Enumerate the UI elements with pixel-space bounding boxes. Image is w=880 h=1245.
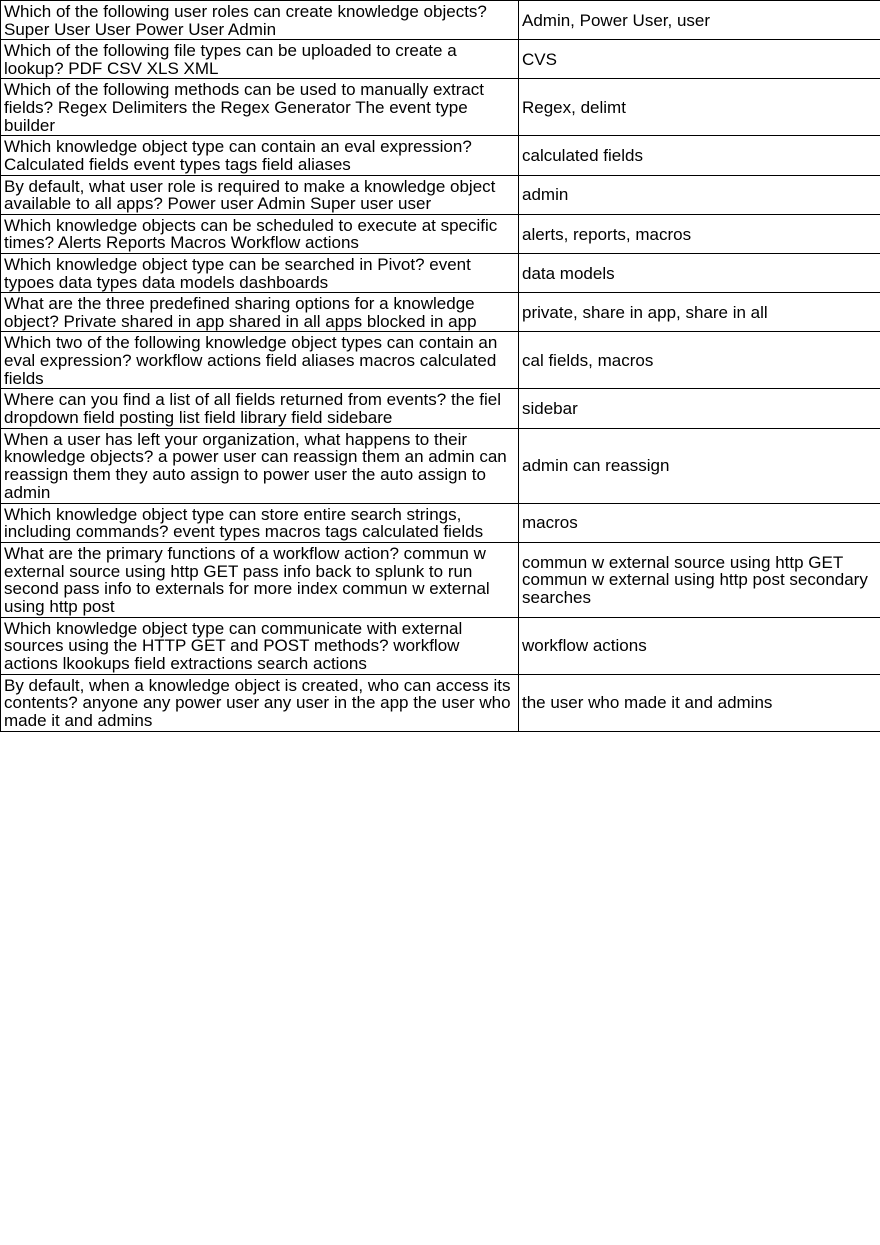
question-cell: Which knowledge object type can contain an eval expression? Calculated fields event types tags field aliases: [1, 136, 519, 175]
answer-cell: sidebar: [519, 389, 880, 428]
question-cell: Which knowledge object type can communicate with external sources using the HTTP GET and POST methods? workflow actions lkookups field extractions search actions: [1, 617, 519, 674]
table-row: [1, 253, 880, 292]
answer-cell: macros: [519, 503, 880, 542]
question-cell: Which knowledge objects can be scheduled to execute at specific times? Alerts Reports Macros Workflow actions: [1, 214, 519, 253]
table-row: [1, 674, 880, 731]
answer-cell: admin can reassign: [519, 428, 880, 503]
table-row: [1, 332, 880, 389]
table-row: [1, 542, 880, 617]
answer-cell: admin: [519, 175, 880, 214]
answer-cell: workflow actions: [519, 617, 880, 674]
table-row: [1, 136, 880, 175]
table-row: [1, 214, 880, 253]
question-cell: Which knowledge object type can store entire search strings, including commands? event types macros tags calculated fields: [1, 503, 519, 542]
table-row: [1, 293, 880, 332]
question-cell: Which of the following methods can be used to manually extract fields? Regex Delimiters the Regex Generator The event type builder: [1, 79, 519, 136]
answer-cell: CVS: [519, 40, 880, 79]
question-cell: By default, what user role is required to make a knowledge object available to all apps? Power user Admin Super user user: [1, 175, 519, 214]
answer-cell: the user who made it and admins: [519, 674, 880, 731]
question-cell: Which of the following file types can be uploaded to create a lookup? PDF CSV XLS XML: [1, 40, 519, 79]
answer-cell: alerts, reports, macros: [519, 214, 880, 253]
table-row: [1, 79, 880, 136]
table-row: [1, 40, 880, 79]
table-row: [1, 389, 880, 428]
answer-cell: calculated fields: [519, 136, 880, 175]
answer-cell: private, share in app, share in all: [519, 293, 880, 332]
answer-cell: cal fields, macros: [519, 332, 880, 389]
answer-cell: data models: [519, 253, 880, 292]
question-cell: What are the primary functions of a workflow action? commun w external source using http GET pass info back to splunk to run second pass info to externals for more index commun w external using http post: [1, 542, 519, 617]
question-cell: Which knowledge object type can be searched in Pivot? event typoes data types data models dashboards: [1, 253, 519, 292]
table-row: [1, 175, 880, 214]
table-row: [1, 428, 880, 503]
table-row: [1, 617, 880, 674]
question-cell: Where can you find a list of all fields returned from events? the fiel dropdown field posting list field library field sidebare: [1, 389, 519, 428]
answer-cell: commun w external source using http GET commun w external using http post secondary searches: [519, 542, 880, 617]
table-row: [1, 503, 880, 542]
question-cell: Which two of the following knowledge object types can contain an eval expression? workflow actions field aliases macros calculated fields: [1, 332, 519, 389]
question-cell: When a user has left your organization, what happens to their knowledge objects? a power user can reassign them an admin can reassign them they auto assign to power user the auto assign to admin: [1, 428, 519, 503]
answer-cell: Regex, delimt: [519, 79, 880, 136]
question-cell: Which of the following user roles can create knowledge objects? Super User User Power User Admin: [1, 1, 519, 40]
answer-cell: Admin, Power User, user: [519, 1, 880, 40]
question-cell: What are the three predefined sharing options for a knowledge object? Private shared in app shared in all apps blocked in app: [1, 293, 519, 332]
table-row: [1, 1, 880, 40]
question-cell: By default, when a knowledge object is created, who can access its contents? anyone any power user any user in the app the user who made it and admins: [1, 674, 519, 731]
